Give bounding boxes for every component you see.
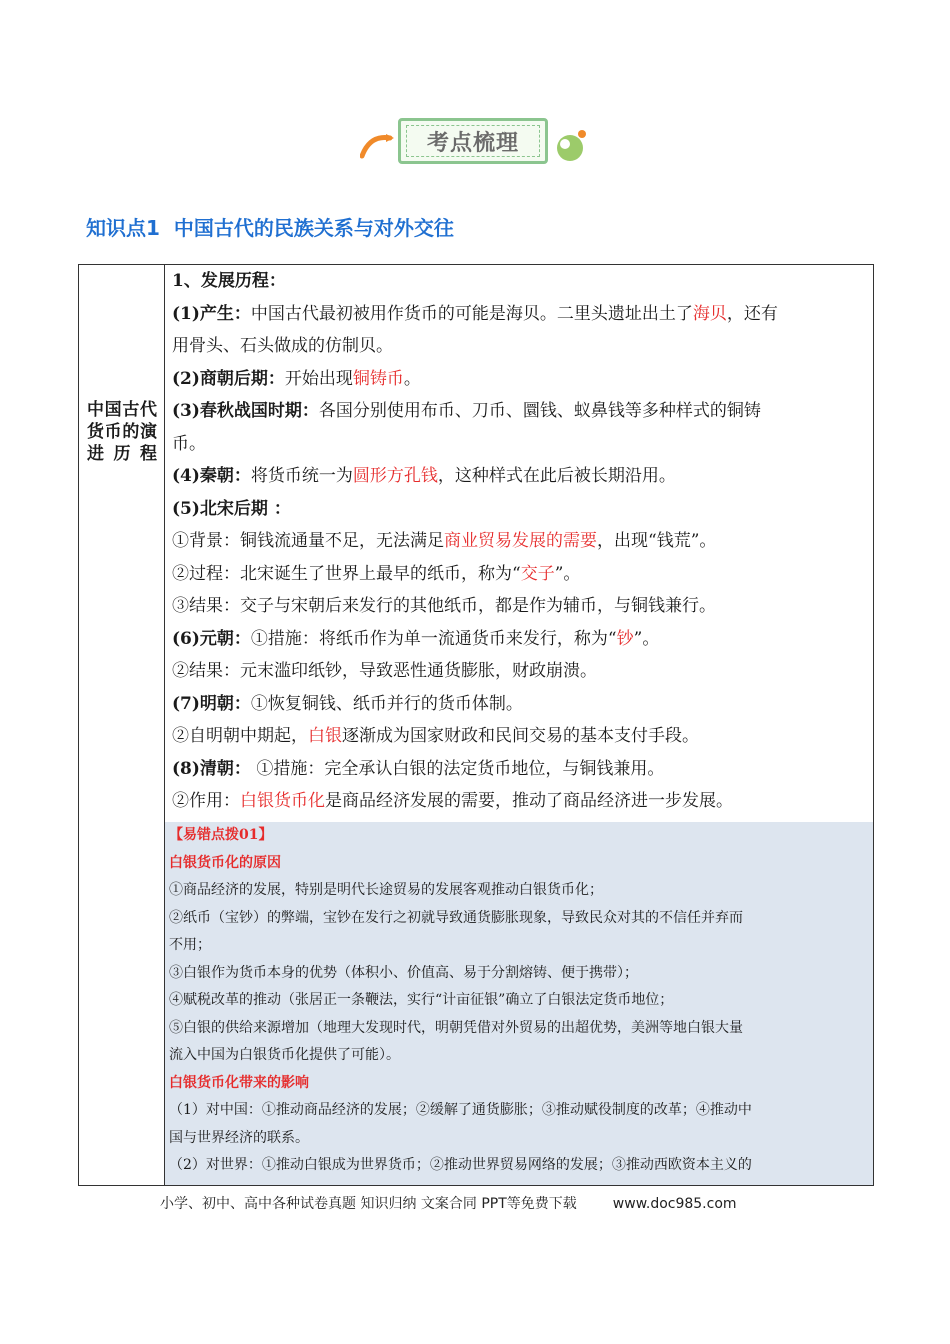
bold-label: 1、发展历程： bbox=[172, 271, 286, 291]
tip-title: 白银货币化的原因 bbox=[169, 854, 281, 871]
body-text: ，出现“钱荒”。 bbox=[597, 531, 717, 551]
body-text: 用骨头、石头做成的仿制贝。 bbox=[172, 336, 393, 356]
bold-label: (2)商朝后期： bbox=[172, 368, 285, 389]
bold-label: (6)元朝： bbox=[172, 628, 251, 649]
body-text: 币。 bbox=[172, 433, 206, 454]
body-text: ③结果：交子与宋朝后来发行的其他纸币，都是作为辅币，与铜钱兼行。 bbox=[172, 596, 716, 616]
body-text: 中国古代最初被用作货币的可能是海贝。二里头遗址出土了 bbox=[250, 303, 693, 324]
bold-label: (7)明朝： bbox=[172, 693, 251, 714]
tip-line: ③白银作为货币本身的优势（体积小、价值高、易于分割熔铸、便于携带）； bbox=[169, 964, 638, 981]
content-line bbox=[172, 363, 866, 396]
content-line bbox=[172, 265, 866, 298]
body-text: 是商品经济发展的需要，推动了商品经济进一步发展。 bbox=[325, 791, 733, 811]
tip-line: ①商品经济的发展，特别是明代长途贸易的发展客观推动白银货币化； bbox=[169, 882, 603, 898]
footer-url: www.doc985.com bbox=[612, 1196, 737, 1212]
body-text: 各国分别使用布币、刀币、圜钱、蚁鼻钱等多种样式的铜铸 bbox=[318, 401, 761, 421]
page-footer bbox=[160, 1193, 737, 1213]
highlight-text: 钞 bbox=[616, 628, 634, 649]
content-line bbox=[172, 395, 866, 428]
highlight-text: 海贝 bbox=[692, 303, 727, 324]
body-text: 逐渐成为国家财政和民间交易的基本支付手段。 bbox=[342, 726, 699, 746]
content-line bbox=[172, 623, 866, 656]
tip-line: 不用； bbox=[169, 937, 211, 953]
content-line bbox=[172, 460, 866, 493]
content-line bbox=[172, 558, 866, 591]
content-line bbox=[172, 590, 866, 623]
history-content bbox=[165, 265, 873, 818]
body-text: ①措施：将纸币作为单一流通货币来发行，称为“ bbox=[250, 628, 617, 649]
highlight-text: 白银货币化 bbox=[240, 791, 325, 811]
leaf-decoration-icon bbox=[552, 126, 592, 166]
body-text: ②作用： bbox=[172, 791, 240, 811]
content-line bbox=[172, 655, 866, 688]
content-line bbox=[172, 493, 866, 526]
section-banner bbox=[360, 112, 590, 172]
bold-label: (8)清朝： bbox=[172, 758, 251, 779]
tip-line: 国与世界经济的联系。 bbox=[169, 1129, 309, 1146]
content-table bbox=[78, 264, 874, 1186]
bold-label: (3)春秋战国时期： bbox=[172, 401, 319, 421]
content-line bbox=[172, 525, 866, 558]
content-line bbox=[172, 688, 866, 721]
highlight-text: 铜铸币 bbox=[352, 368, 404, 389]
content-line bbox=[172, 753, 866, 786]
tip-title: 【易错点拨01】 bbox=[169, 827, 273, 843]
bold-label: (5)北宋后期 ： bbox=[172, 498, 291, 519]
tip-line: 流入中国为白银货币化提供了可能）。 bbox=[169, 1047, 400, 1063]
row-header: 中国古代货币的演进历程 bbox=[87, 400, 157, 464]
body-text: 。 bbox=[403, 368, 421, 389]
tip-title: 白银货币化带来的影响 bbox=[169, 1074, 309, 1091]
right-column bbox=[165, 265, 873, 1185]
body-text: ，这种样式在此后被长期沿用。 bbox=[437, 466, 676, 486]
body-text: ”。 bbox=[554, 563, 581, 584]
bold-label: (1)产生： bbox=[172, 303, 251, 324]
highlight-text: 白银 bbox=[308, 726, 342, 746]
tip-line: ⑤白银的供给来源增加（地理大发现时代，明朝凭借对外贸易的出超优势，美洲等地白银大量 bbox=[169, 1019, 743, 1036]
left-column bbox=[79, 265, 165, 1185]
body-text: ”。 bbox=[633, 628, 660, 649]
heading-label: 知识点1 bbox=[86, 216, 160, 240]
highlight-text: 圆形方孔钱 bbox=[352, 466, 438, 486]
tip-line: （1）对中国：①推动商品经济的发展；②缓解了通货膨胀；③推动赋役制度的改革；④推动中 bbox=[169, 1102, 752, 1118]
body-text: ①恢复铜钱、纸币并行的货币体制。 bbox=[250, 693, 523, 714]
content-line bbox=[172, 720, 866, 753]
content-line bbox=[172, 330, 866, 363]
heading-title: 中国古代的民族关系与对外交往 bbox=[173, 216, 454, 240]
swoosh-decoration-icon bbox=[360, 130, 396, 160]
body-text: 将货币统一为 bbox=[250, 466, 353, 486]
body-text: ，还有 bbox=[726, 303, 778, 324]
body-text: ②过程：北宋诞生了世界上最早的纸币，称为“ bbox=[172, 563, 521, 584]
tip-line: ②纸币（宝钞）的弊端，宝钞在发行之初就导致通货膨胀现象，导致民众对其的不信任并弃而 bbox=[169, 909, 743, 926]
body-text: ①背景：铜钱流通量不足，无法满足 bbox=[172, 531, 444, 551]
bold-label: (4)秦朝： bbox=[172, 466, 251, 486]
body-text: ②结果：元末滥印纸钞，导致恶性通货膨胀，财政崩溃。 bbox=[172, 661, 597, 681]
highlight-text: 交子 bbox=[520, 563, 555, 584]
content-line bbox=[172, 785, 866, 818]
banner-frame bbox=[398, 118, 548, 164]
footer-text: 小学、初中、高中各种试卷真题 知识归纳 文案合同 PPT等免费下载 bbox=[160, 1196, 577, 1212]
body-text: ②自明朝中期起， bbox=[172, 726, 308, 746]
tip-line: （2）对世界：①推动白银成为世界货币；②推动世界贸易网络的发展；③推动西欧资本主义的 bbox=[169, 1157, 752, 1173]
body-text: 开始出现 bbox=[284, 368, 353, 389]
highlight-text: 商业贸易发展的需要 bbox=[444, 531, 597, 551]
tip-box bbox=[165, 822, 873, 1185]
content-line bbox=[172, 298, 866, 331]
section-heading bbox=[86, 212, 468, 241]
banner-title: 考点梳理 bbox=[426, 130, 519, 156]
content-line bbox=[172, 428, 866, 461]
body-text: ①措施：完全承认白银的法定货币地位，与铜钱兼用。 bbox=[250, 758, 665, 779]
tip-line: ④赋税改革的推动（张居正一条鞭法，实行“计亩征银”确立了白银法定货币地位； bbox=[169, 992, 674, 1008]
